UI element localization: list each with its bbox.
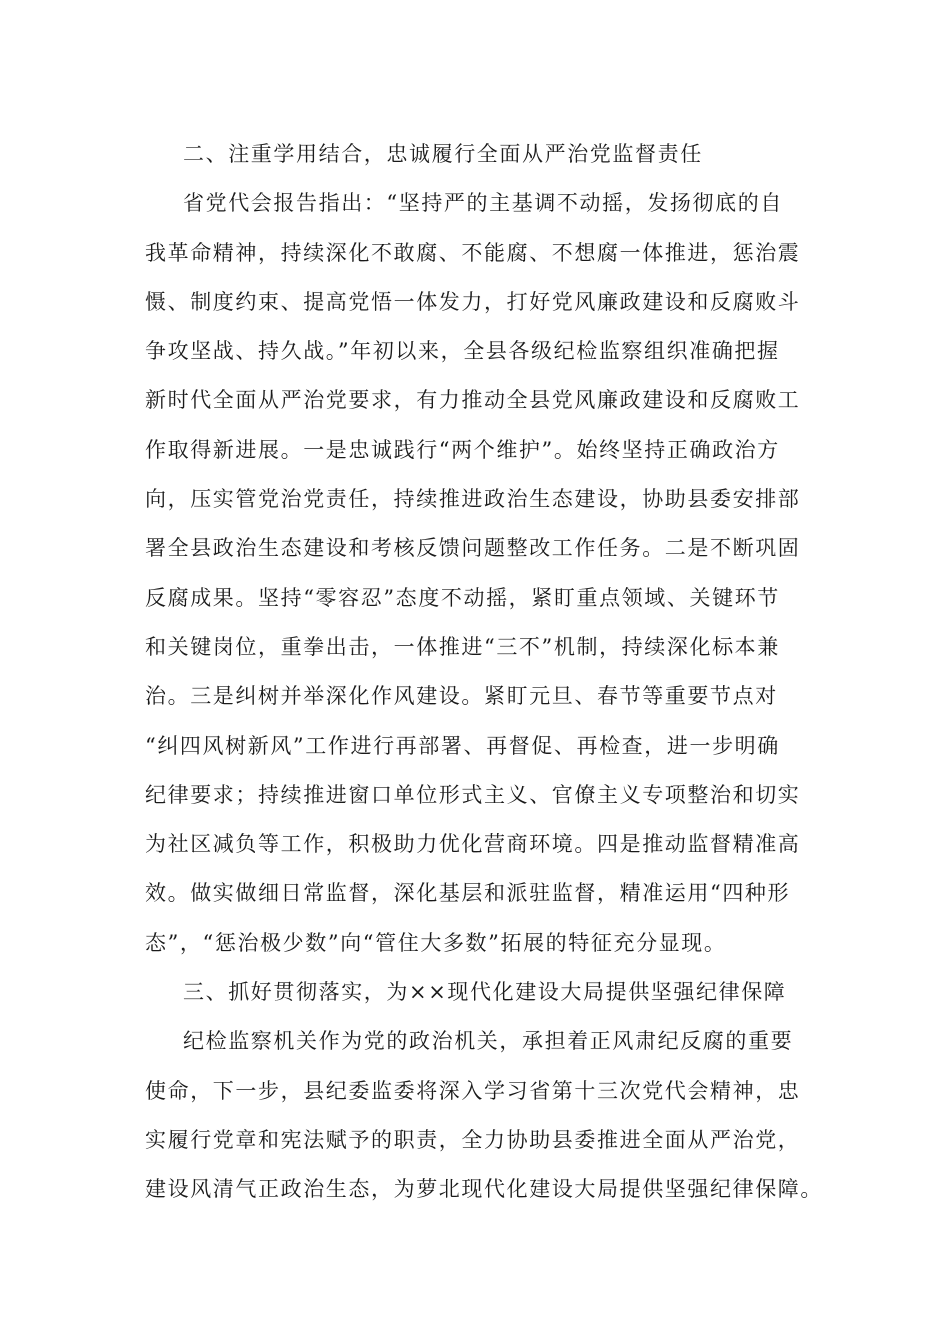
paragraph-line: 纪律要求；持续推进窗口单位形式主义、官僚主义专项整治和切实 bbox=[145, 782, 801, 807]
section-heading-2: 二、注重学用结合，忠诚履行全面从严治党监督责任 bbox=[183, 142, 703, 166]
paragraph-line: 建设风清气正政治生态，为萝北现代化建设大局提供坚强纪律保障。 bbox=[145, 1177, 823, 1202]
paragraph-line: 作取得新进展。一是忠诚践行“两个维护”。始终坚持正确政治方 bbox=[145, 437, 780, 462]
paragraph-line: 我革命精神，持续深化不敢腐、不能腐、不想腐一体推进，惩治震 bbox=[145, 240, 801, 265]
paragraph-line: 使命，下一步，县纪委监委将深入学习省第十三次党代会精神，忠 bbox=[145, 1078, 801, 1103]
paragraph-line: 为社区减负等工作，积极助力优化营商环境。四是推动监督精准高 bbox=[145, 832, 801, 857]
paragraph-line: 署全县政治生态建设和考核反馈问题整改工作任务。二是不断巩固 bbox=[145, 536, 801, 561]
paragraph-line: 态”，“惩治极少数”向“管住大多数”拓展的特征充分显现。 bbox=[145, 930, 727, 955]
paragraph-line: 实履行党章和宪法赋予的职责，全力协助县委推进全面从严治党， bbox=[145, 1127, 801, 1152]
paragraph-line: “纠四风树新风”工作进行再部署、再督促、再检查，进一步明确 bbox=[145, 733, 780, 758]
paragraph-line: 纪检监察机关作为党的政治机关，承担着正风肃纪反腐的重要 bbox=[183, 1029, 794, 1054]
section-heading-3: 三、抓好贯彻落实，为××现代化建设大局提供坚强纪律保障 bbox=[183, 980, 787, 1005]
document-body bbox=[145, 130, 825, 1215]
paragraph-line: 向，压实管党治党责任，持续推进政治生态建设，协助县委安排部 bbox=[145, 487, 801, 512]
paragraph-line: 反腐成果。坚持“零容忍”态度不动摇，紧盯重点领域、关键环节 bbox=[145, 585, 780, 610]
paragraph-line: 和关键岗位，重拳出击，一体推进“三不”机制，持续深化标本兼 bbox=[145, 634, 780, 659]
paragraph-line: 慑、制度约束、提高党悟一体发力，打好党风廉政建设和反腐败斗 bbox=[145, 289, 801, 314]
paragraph-line: 效。做实做细日常监督，深化基层和派驻监督，精准运用“四种形 bbox=[145, 881, 791, 906]
paragraph-line: 省党代会报告指出：“坚持严的主基调不动摇，发扬彻底的自 bbox=[183, 191, 783, 216]
paragraph-line: 新时代全面从严治党要求，有力推动全县党风廉政建设和反腐败工 bbox=[145, 388, 801, 413]
paragraph-line: 治。三是纠树并举深化作风建设。紧盯元旦、春节等重要节点对 bbox=[145, 684, 778, 709]
paragraph-line: 争攻坚战、持久战。”年初以来，全县各级纪检监察组织准确把握 bbox=[145, 339, 780, 364]
